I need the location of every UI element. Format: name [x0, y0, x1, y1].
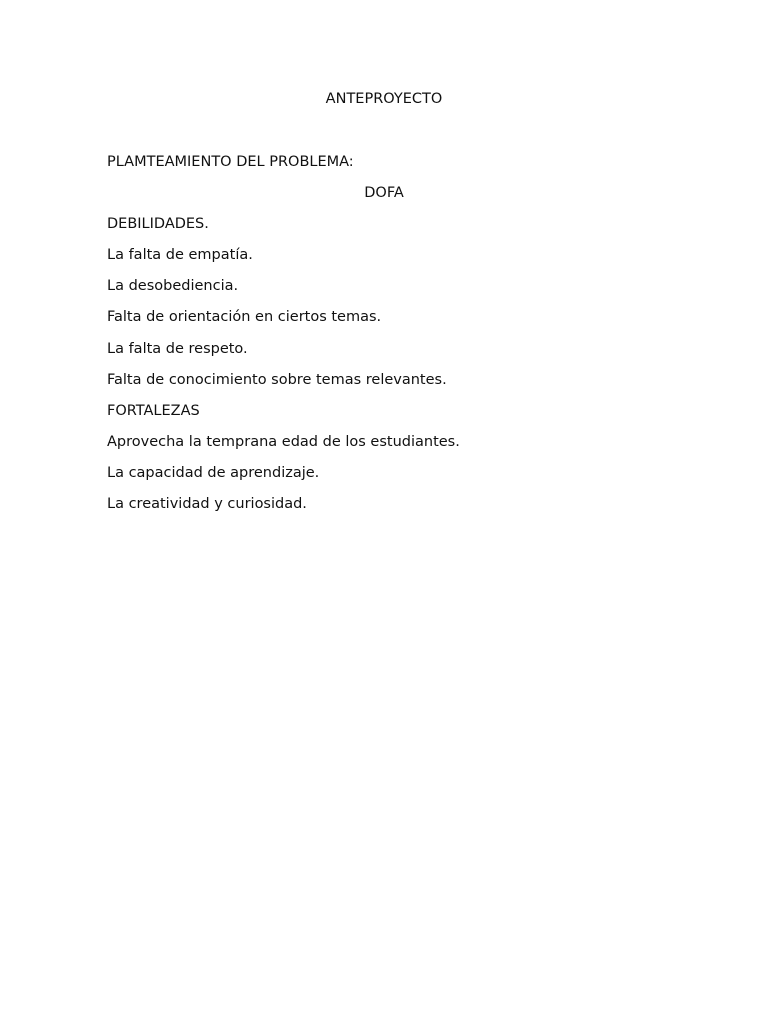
document-title: ANTEPROYECTO — [325, 91, 443, 107]
weakness-item: La falta de respeto. — [107, 340, 248, 357]
strength-item: La capacidad de aprendizaje. — [107, 464, 320, 481]
document-body — [107, 153, 707, 526]
weakness-item: La falta de empatía. — [107, 247, 253, 264]
weakness-item: La desobediencia. — [107, 278, 239, 295]
weakness-item: Falta de orientación en ciertos temas. — [107, 309, 382, 326]
weaknesses-heading: DEBILIDADES. — [107, 216, 209, 233]
dofa-heading: DOFA — [364, 185, 404, 202]
strengths-heading: FORTALEZAS — [107, 402, 200, 419]
strength-item: La creatividad y curiosidad. — [107, 496, 307, 513]
weakness-item: Falta de conocimiento sobre temas relevantes. — [107, 371, 447, 388]
problem-heading: PLAMTEAMIENTO DEL PROBLEMA: — [107, 154, 354, 170]
strength-item: Aprovecha la temprana edad de los estudiantes. — [107, 433, 460, 450]
